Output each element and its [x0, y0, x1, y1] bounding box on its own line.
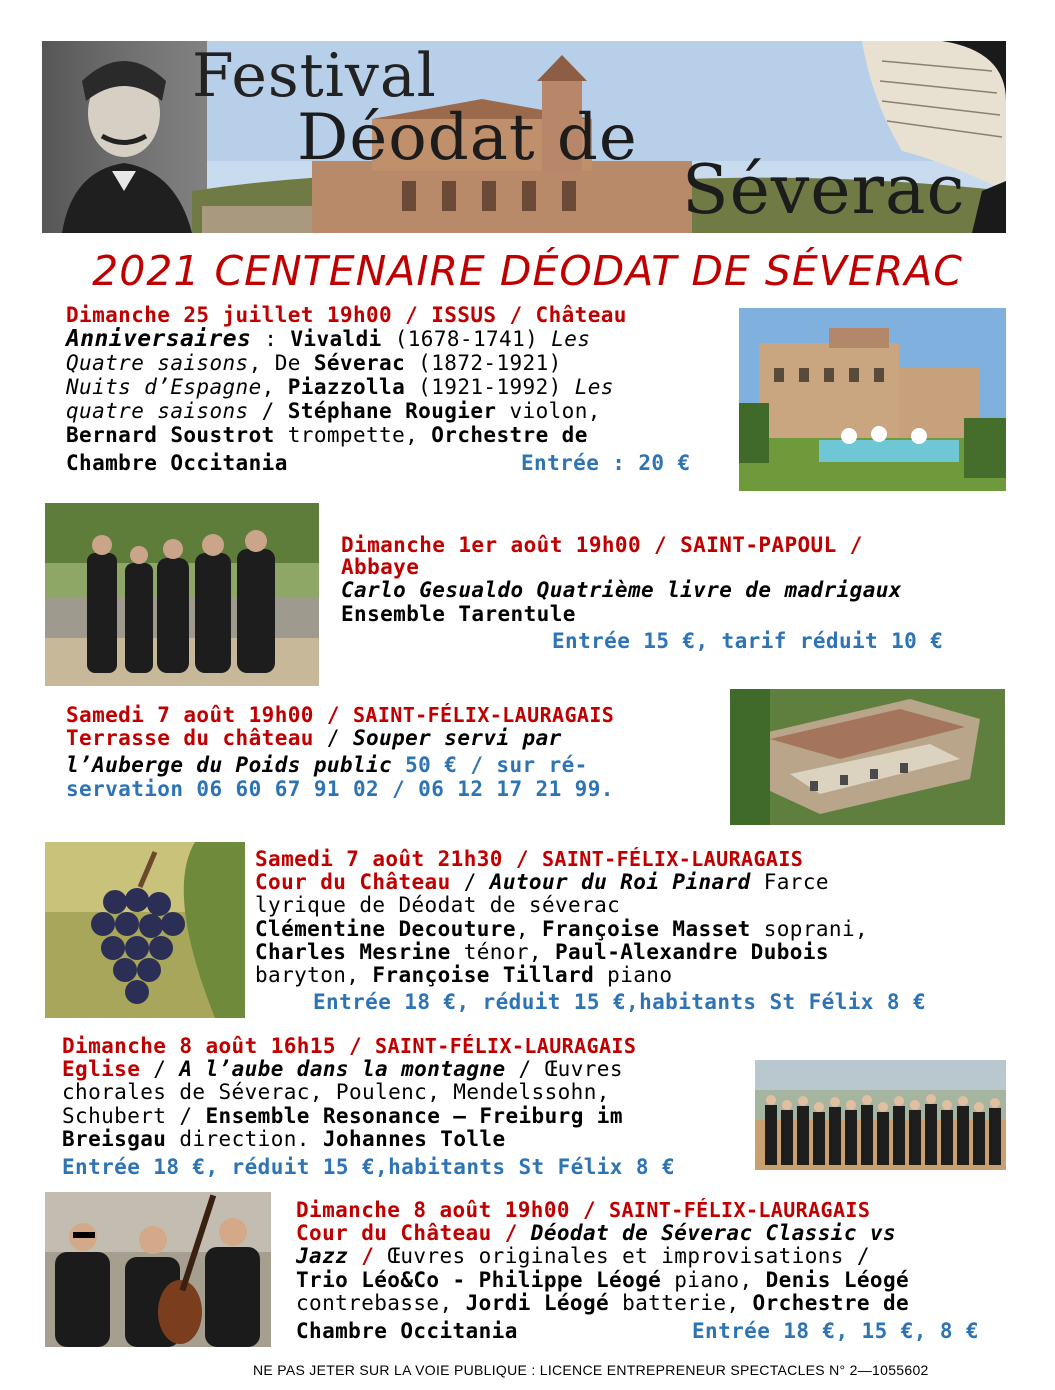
event-5-line-3: Schubert / Ensemble Resonance – Freiburg im — [62, 1104, 623, 1128]
event-2-line-1: Carlo Gesualdo Quatrième livre de madrigaux — [341, 578, 902, 602]
event-4-line-3: Clémentine Decouture, Françoise Masset soprani, — [255, 917, 869, 941]
event-3-header: Samedi 7 août 19h00 / SAINT-FÉLIX-LAURAGAIS — [66, 703, 615, 727]
event-5-line-2: chorales de Séverac, Poulenc, Mendelssohn, — [62, 1080, 610, 1104]
saint-felix-aerial-photo — [730, 689, 1005, 825]
event-4-line-1: Cour du Château / Autour du Roi Pinard Farce — [255, 870, 829, 894]
event-6-line-4: contrebasse, Jordi Léogé batterie, Orchestre de — [296, 1291, 910, 1315]
event-1-line-3: Nuits d’Espagne, Piazzolla (1921-1992) Les — [66, 375, 614, 399]
event-3-price: servation 06 60 67 91 02 / 06 12 17 21 99. — [66, 777, 614, 801]
event-5-line-4: Breisgau direction. Johannes Tolle — [62, 1127, 506, 1151]
event-2-price: Entrée 15 €, tarif réduit 10 € — [552, 629, 944, 653]
grapes-photo — [45, 842, 245, 1018]
event-1-line-5: Bernard Soustrot trompette, Orchestre de — [66, 423, 588, 447]
event-2-line-2: Ensemble Tarentule — [341, 602, 576, 626]
banner-title-line3: Séverac — [682, 151, 966, 230]
festival-banner — [42, 41, 1006, 233]
license-footer: NE PAS JETER SUR LA VOIE PUBLIQUE : LICENCE ENTREPRENEUR SPECTACLES N° 2—1055602 — [253, 1362, 929, 1378]
event-3-line-1: Terrasse du château / Souper servi par — [66, 726, 562, 750]
banner-title-line2: Déodat de — [297, 101, 638, 175]
event-6-price: Entrée 18 €, 15 €, 8 € — [692, 1319, 979, 1343]
event-5-line-1: Eglise / A l’aube dans la montagne / Œuvres — [62, 1057, 623, 1081]
event-6-header: Dimanche 8 août 19h00 / SAINT-FÉLIX-LAURAGAIS — [296, 1198, 871, 1222]
event-1-line-1: Anniversaires : Vivaldi (1678-1741) Les — [66, 326, 591, 352]
event-6-line-3: Trio Léo&Co - Philippe Léogé piano, Denis Léogé — [296, 1268, 910, 1292]
event-6-line-5: Chambre Occitania — [296, 1319, 518, 1343]
event-2-header-1: Dimanche 1er août 19h00 / SAINT-PAPOUL / — [341, 533, 863, 557]
event-4-line-2: lyrique de Déodat de séverac — [255, 893, 621, 917]
trio-leo-co-photo — [45, 1192, 271, 1347]
event-2-header-2: Abbaye — [341, 555, 420, 579]
event-5-header: Dimanche 8 août 16h15 / SAINT-FÉLIX-LAURAGAIS — [62, 1034, 637, 1058]
ensemble-resonance-photo — [755, 1060, 1006, 1170]
chateau-issus-photo — [739, 308, 1006, 491]
event-4-line-5: baryton, Françoise Tillard piano — [255, 963, 673, 987]
event-3-line-2: l’Auberge du Poids public 50 € / sur ré- — [66, 753, 588, 777]
poster-title: 2021 CENTENAIRE DÉODAT DE SÉVERAC — [92, 247, 963, 295]
event-4-price: Entrée 18 €, réduit 15 €,habitants St Félix 8 € — [313, 990, 927, 1014]
event-1-line-2: Quatre saisons, De Séverac (1872-1921) — [66, 351, 562, 375]
banner-title-line1: Festival — [192, 41, 437, 111]
event-1-price: Entrée : 20 € — [521, 451, 691, 475]
event-1-line-4: quatre saisons / Stéphane Rougier violon, — [66, 399, 601, 423]
event-4-header: Samedi 7 août 21h30 / SAINT-FÉLIX-LAURAGAIS — [255, 847, 804, 871]
event-1-header: Dimanche 25 juillet 19h00 / ISSUS / Château — [66, 303, 627, 327]
event-6-line-2: Jazz / Œuvres originales et improvisations / — [296, 1244, 870, 1268]
event-1-line-6: Chambre Occitania — [66, 451, 288, 475]
ensemble-tarentule-photo — [45, 503, 319, 686]
event-5-price: Entrée 18 €, réduit 15 €,habitants St Félix 8 € — [62, 1155, 676, 1179]
event-6-line-1: Cour du Château / Déodat de Séverac Classic vs — [296, 1221, 896, 1245]
event-4-line-4: Charles Mesrine ténor, Paul-Alexandre Dubois — [255, 940, 829, 964]
